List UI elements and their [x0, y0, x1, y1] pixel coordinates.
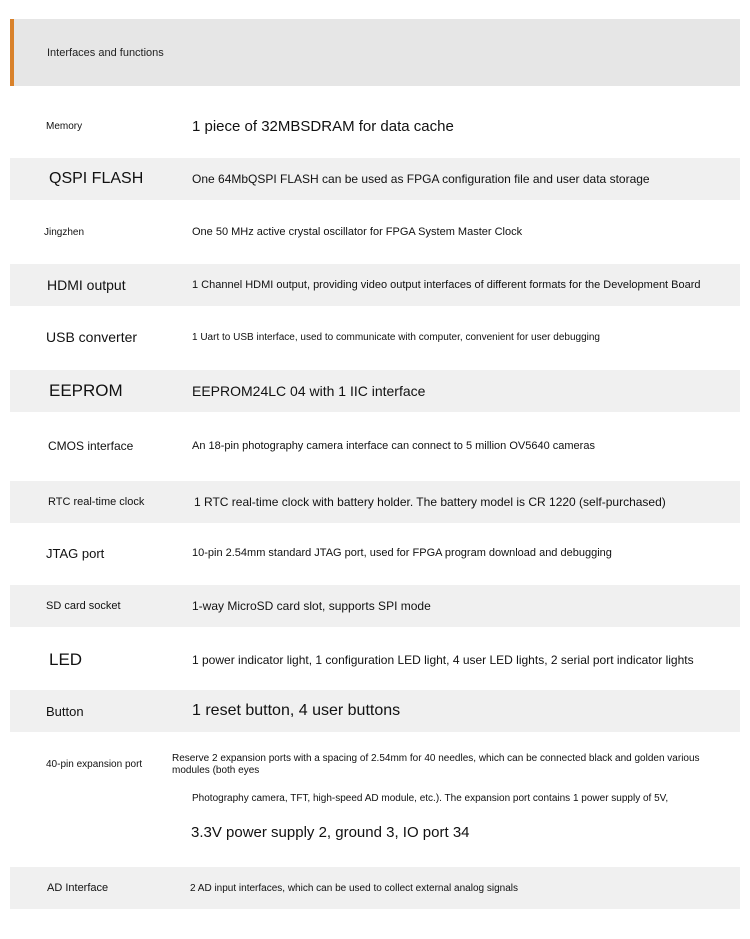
- row-value: 1 piece of 32MBSDRAM for data cache: [192, 117, 454, 135]
- row-label: CMOS interface: [48, 439, 134, 453]
- row-label: EEPROM: [49, 381, 123, 400]
- table-row: [10, 106, 740, 146]
- table-row: [10, 424, 740, 468]
- row-value-line: 3.3V power supply 2, ground 3, IO port 34: [191, 824, 470, 841]
- row-value: 2 AD input interfaces, which can be used to collect external analog signals: [190, 882, 518, 894]
- row-label: JTAG port: [46, 545, 105, 561]
- row-label: QSPI FLASH: [49, 170, 144, 187]
- row-label: USB converter: [46, 329, 138, 345]
- table-row: [10, 316, 740, 358]
- row-value: 1 RTC real-time clock with battery holder. The battery model is CR 1220 (self-purchased): [194, 495, 666, 509]
- row-value: 1 reset button, 4 user buttons: [192, 702, 401, 719]
- row-label: AD Interface: [47, 882, 109, 894]
- row-value: 10-pin 2.54mm standard JTAG port, used for FPGA program download and debugging: [192, 547, 612, 559]
- row-value: 1 Channel HDMI output, providing video output interfaces of different formats for the Development Board: [192, 279, 701, 291]
- table-row: [10, 481, 740, 523]
- row-label: HDMI output: [47, 277, 126, 293]
- table-row: [10, 744, 740, 856]
- table-row: [10, 370, 740, 412]
- row-value-line: modules (both eyes: [172, 765, 260, 776]
- row-label: Button: [46, 703, 84, 719]
- row-value: 1 Uart to USB interface, used to communicate with computer, convenient for user debugging: [192, 331, 600, 343]
- row-label: Jingzhen: [44, 226, 85, 238]
- table-row: [10, 158, 740, 200]
- table-header: [10, 19, 740, 86]
- row-value: An 18-pin photography camera interface can connect to 5 million OV5640 cameras: [192, 440, 595, 452]
- table-row: [10, 212, 740, 252]
- table-row: [10, 867, 740, 909]
- table-row: [10, 638, 740, 682]
- row-value: One 64MbQSPI FLASH can be used as FPGA configuration file and user data storage: [192, 172, 650, 186]
- table-row: [10, 690, 740, 732]
- table-row: [10, 585, 740, 627]
- table-title: Interfaces and functions: [47, 47, 164, 59]
- row-label: SD card socket: [46, 600, 121, 612]
- table-row: [10, 264, 740, 306]
- row-label: LED: [49, 650, 83, 669]
- row-value: 1 power indicator light, 1 configuration LED light, 4 user LED lights, 2 serial port indicator lights: [192, 653, 694, 667]
- row-value: One 50 MHz active crystal oscillator for FPGA System Master Clock: [192, 226, 523, 238]
- row-value: 1-way MicroSD card slot, supports SPI mode: [192, 599, 431, 613]
- row-label: 40-pin expansion port: [46, 759, 143, 770]
- table-row: [10, 532, 740, 574]
- row-value: EEPROM24LC 04 with 1 IIC interface: [192, 383, 426, 399]
- row-value-line: Reserve 2 expansion ports with a spacing of 2.54mm for 40 needles, which can be connected black and golden various: [172, 753, 700, 764]
- row-label: RTC real-time clock: [48, 496, 145, 508]
- row-label: Memory: [46, 120, 83, 132]
- row-value-line: Photography camera, TFT, high-speed AD module, etc.). The expansion port contains 1 power supply of 5V,: [192, 793, 669, 804]
